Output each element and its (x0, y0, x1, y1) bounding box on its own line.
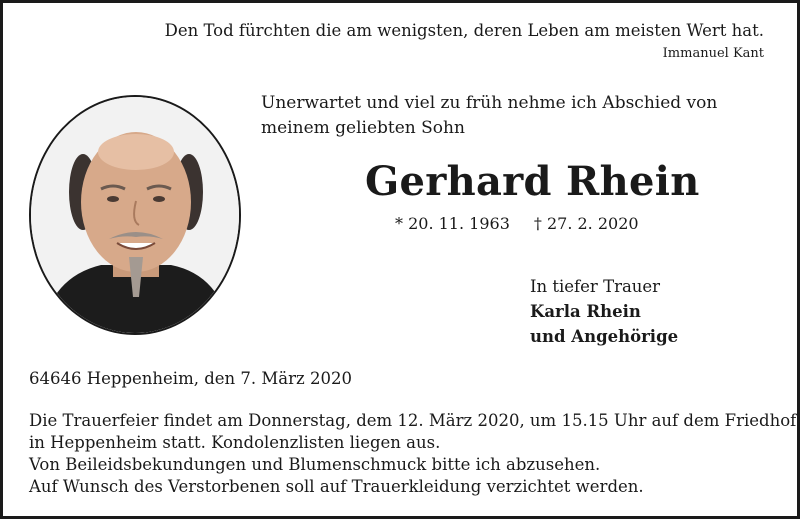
death-date: † 27. 2. 2020 (533, 214, 639, 233)
intro-line-1: Unerwartet und viel zu früh nehme ich Abschied von (261, 93, 718, 113)
mourner-others: und Angehörige (530, 327, 679, 346)
intro-text (261, 91, 741, 141)
mourner-name: Karla Rhein (530, 302, 641, 321)
details-line-3: Von Beileidsbekundungen und Blumenschmuck bitte ich abzusehen. (29, 455, 601, 474)
intro-line-2: meinem geliebten Sohn (261, 118, 465, 138)
birth-date: * 20. 11. 1963 (395, 214, 510, 233)
details-line-4: Auf Wunsch des Verstorbenen soll auf Trauerkleidung verzichtet werden. (29, 477, 644, 496)
deceased-name: Gerhard Rhein (365, 158, 700, 205)
quote-author: Immanuel Kant (662, 46, 764, 61)
life-dates (395, 214, 639, 233)
quote-text: Den Tod fürchten die am wenigsten, deren Leben am meisten Wert hat. (164, 21, 764, 40)
details-line-2: in Heppenheim statt. Kondolenzlisten liegen aus. (29, 433, 441, 452)
details-line-1: Die Trauerfeier findet am Donnerstag, dem 12. März 2020, um 15.15 Uhr auf dem Friedhof (29, 411, 797, 430)
portrait-illustration (31, 97, 239, 333)
funeral-details (29, 410, 796, 498)
portrait-photo (29, 95, 241, 335)
mourners-heading: In tiefer Trauer (530, 277, 661, 296)
place-and-date: 64646 Heppenheim, den 7. März 2020 (29, 369, 352, 388)
mourners-block (530, 274, 678, 349)
